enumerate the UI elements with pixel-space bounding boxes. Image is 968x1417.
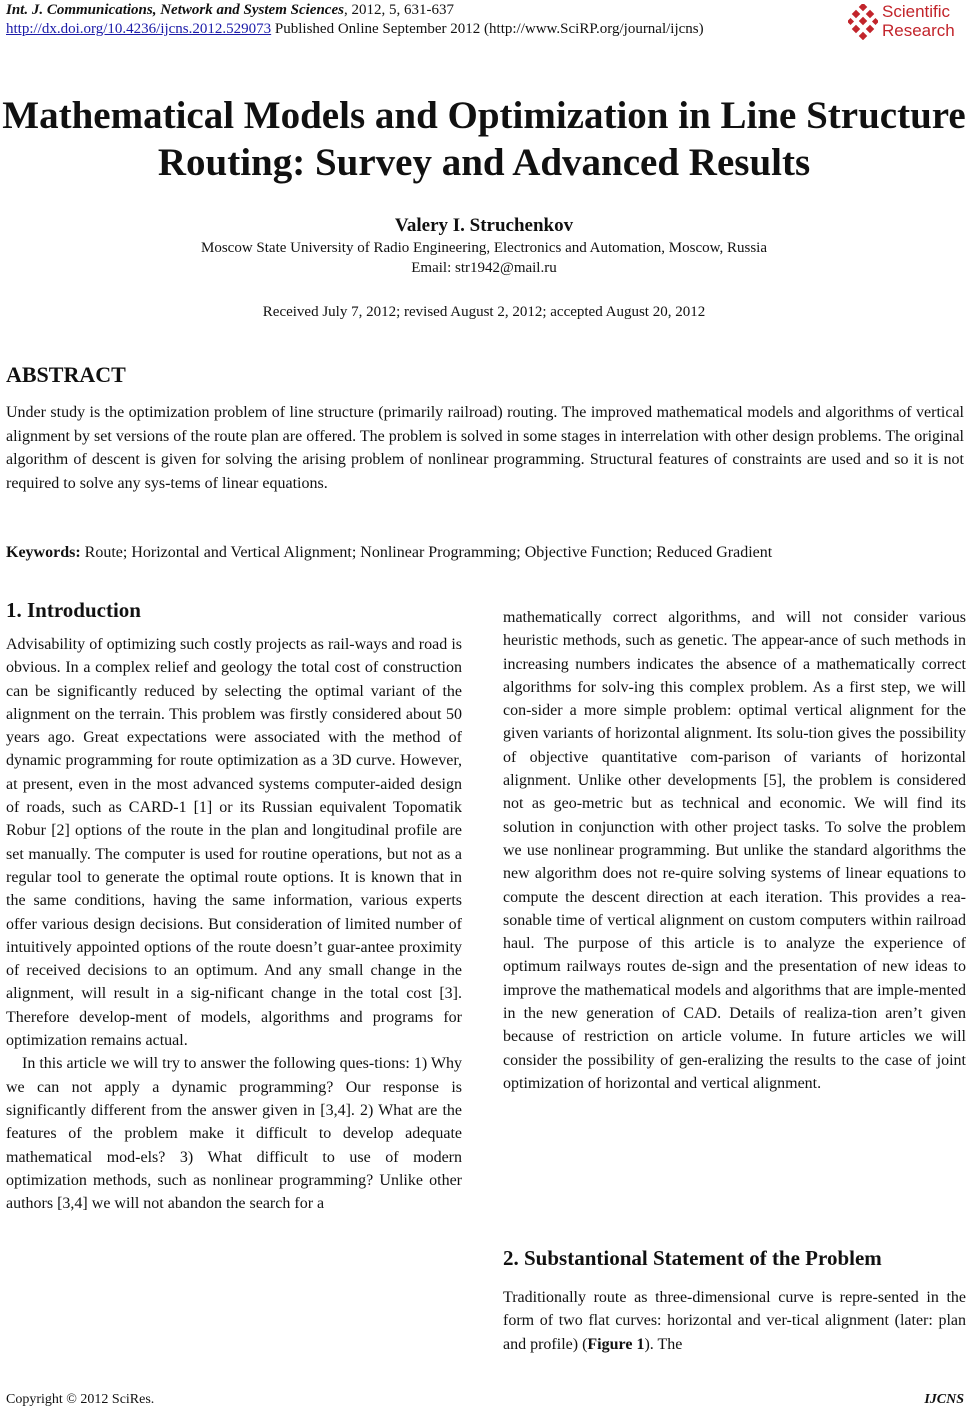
title-line-1: Mathematical Models and Optimization in Line Structure	[2, 94, 966, 137]
received-dates: Received July 7, 2012; revised August 2, 2012; accepted August 20, 2012	[262, 304, 706, 320]
s2-text-end: ). The	[644, 1335, 683, 1353]
left-column	[6, 633, 462, 1215]
intro-paragraph-3: mathematically correct algorithms, and will not consider various heuristic methods, such as genetic. The appear-ance of such methods in increasing numbers indicates the absence of a mathematically correct algorithms for solv-ing this complex problem. As a first step, we will con-sider a more simple problem: optimal vertical alignment for the given variants of horizontal alignment. Its solu-tion gives the possibility of objective quantitative com-parison of variants of horizontal alignment. Unlike other developments [5], the problem is considered not as geo-metric but as technical and economic. We will find its solution in conjunction with other project tasks. To solve the problem we use nonlinear programming. But unlike the standard algorithms the new algorithm does not re-quire solving systems of linear equations to compute the descent direction at each iteration. This provides a rea-sonable time of vertical alignment on custom computers within railroad haul. The purpose of this article is to analyze the experience of optimum railways routes de-sign and the presentation of new ideas to improve the mathematical models and algorithms that are imple-mented in the new generation of CAD. Details of realiza-tion aren’t given because of restriction on article volume. In future articles we will consider the possibility of gen-eralizing the results to the case of joint optimization of horizontal and vertical alignment.	[503, 609, 966, 1092]
logo-text	[882, 2, 955, 40]
figure-1-reference[interactable]: Figure 1	[587, 1335, 645, 1353]
journal-header	[6, 2, 454, 19]
keywords-text: Route; Horizontal and Vertical Alignment; Nonlinear Programming; Objective Function; Reduced Gradient	[80, 544, 773, 561]
journal-abbreviation: IJCNS	[924, 1392, 964, 1407]
intro-paragraph-2: In this article we will try to answer the following ques-tions: 1) Why we can not apply a dynamic programming? Our response is significantly different from the answer given in [3,4]. 2) What are the features of the problem make it difficult to develop adequate mathematical mod-els? 3) What difficult to use of modern optimization methods, such as nonlinear programming? Unlike other authors [3,4] we will not abandon the search for a	[6, 1055, 462, 1213]
scientific-research-logo	[848, 2, 966, 44]
right-column	[503, 606, 966, 1095]
abstract-text: Under study is the optimization problem of line structure (primarily railroad) routing. The improved mathematical models and algorithms of vertical alignment by set versions of the route plan are offered. The problem is solved in some stages in interrelation with other design problems. The original algorithm of descent is given for solving the arising problem of nonlinear programming. Structural features of constraints are used and so it is not required to solve any sys-tems of linear equations.	[6, 404, 964, 492]
volume-info: , 2012, 5, 631-637	[343, 2, 454, 18]
affiliation: Moscow State University of Radio Engineering, Electronics and Automation, Moscow, Russia	[200, 240, 768, 256]
keywords-label: Keywords:	[6, 544, 81, 561]
published-info: Published Online September 2012 (http://www.SciRP.org/journal/ijcns)	[271, 21, 704, 37]
paper-title	[0, 92, 968, 186]
section-1-heading: 1. Introduction	[6, 598, 141, 622]
logo-line-2: Research	[882, 21, 955, 40]
doi-line	[6, 21, 704, 38]
author-email: Email: str1942@mail.ru	[411, 260, 557, 276]
author-name: Valery I. Struchenkov	[394, 215, 574, 236]
journal-name: Int. J. Communications, Network and System Sciences	[6, 2, 344, 18]
logo-line-1: Scientific	[882, 2, 951, 21]
abstract-heading: ABSTRACT	[6, 362, 126, 387]
copyright-notice: Copyright © 2012 SciRes.	[6, 1392, 155, 1407]
logo-diamond-icon	[848, 4, 878, 40]
title-line-2: Routing: Survey and Advanced Results	[157, 141, 811, 184]
section-2-heading: 2. Substantional Statement of the Problem	[503, 1246, 882, 1270]
doi-link[interactable]: http://dx.doi.org/10.4236/ijcns.2012.529073	[6, 21, 272, 37]
section-2-paragraph-1	[503, 1286, 966, 1356]
s2-text-start: Traditionally route as three-dimensional curve is repre-sented in the form of two flat curves: horizontal and ver-tical alignment (later: plan and profile) (	[503, 1289, 966, 1353]
keywords-line	[6, 544, 968, 562]
intro-paragraph-1: Advisability of optimizing such costly projects as rail-ways and road is obvious. In a complex relief and geology the total cost of construction can be significantly reduced by selecting the optimal variant of the alignment on the terrain. This problem was firstly considered about 50 years ago. Great expectations were associated with the method of dynamic programming for route optimization as a 3D curve. However, at present, even in the most advanced systems computer-aided design of roads, such as CARD-1 [1] or its Russian equivalent Topomatik Robur [2] options of the route in the plan and longitudinal profile are set manually. The computer is used for routine operations, but not as a regular tool to generate the optimal route options. It is known that in the same conditions, having the same information, various experts offer various design decisions. But consideration of limited number of intuitively appointed options of the route doesn’t guar-antee proximity of received decisions to an optimum. And any small change in the alignment, will result in a sig-nificant change in the total cost [3]. Therefore develop-ment of models, algorithms and programs for optimization remains actual.	[6, 636, 462, 1050]
section-2-body	[503, 1286, 966, 1356]
